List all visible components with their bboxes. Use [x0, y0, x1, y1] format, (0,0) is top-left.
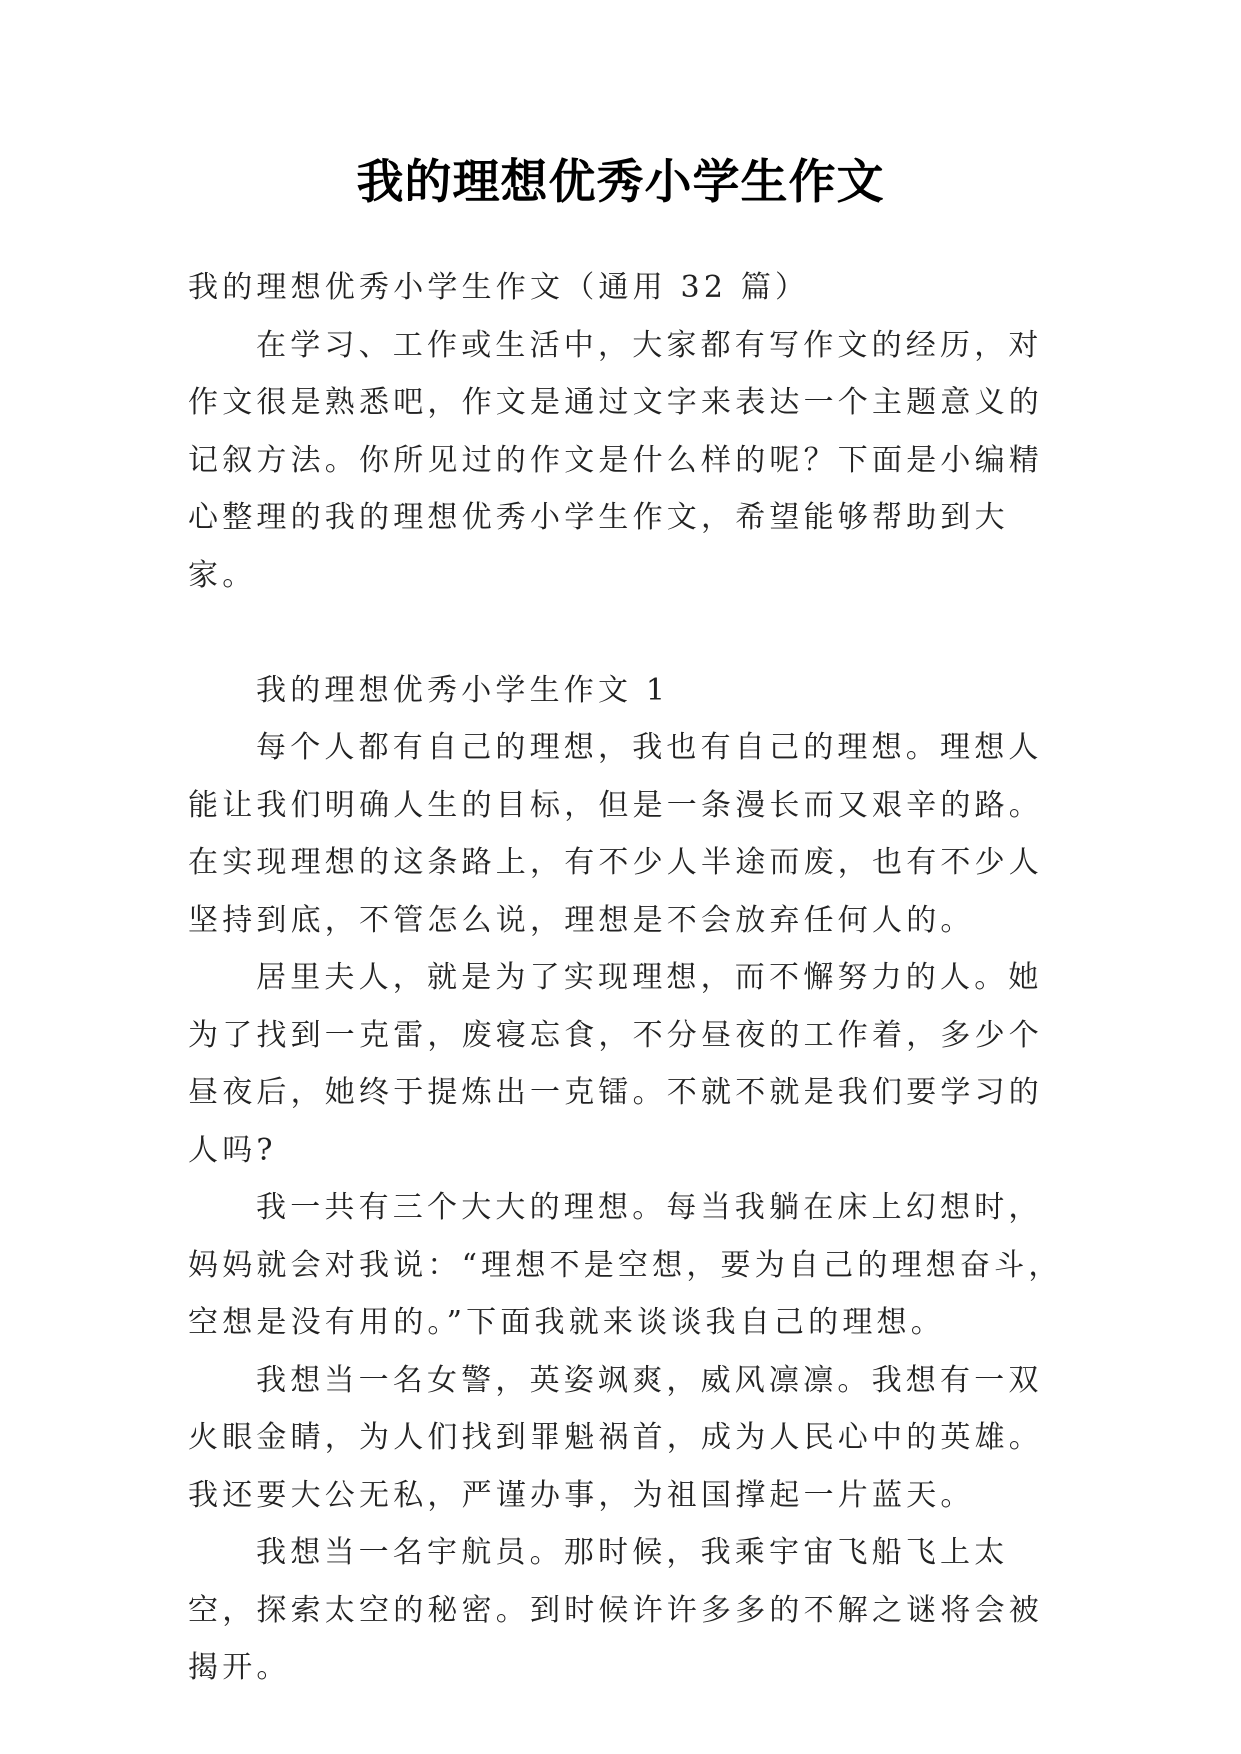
body-paragraph: 我想当一名宇航员。那时候，我乘宇宙飞船飞上太空，探索太空的秘密。到时候许许多多的不解之谜将会被揭开。 — [188, 1535, 1043, 1685]
document-title: 我的理想优秀小学生作文 — [356, 155, 885, 210]
body-paragraph: 居里夫人，就是为了实现理想，而不懈努力的人。她为了找到一克雷，废寝忘食，不分昼夜的工作着，多少个昼夜后，她终于提炼出一克镭。不就不就是我们要学习的人吗? — [188, 960, 1043, 1168]
body-paragraph: 我想当一名女警，英姿飒爽，威风凛凛。我想有一双火眼金睛，为人们找到罪魁祸首，成为人民心中的英雄。我还要大公无私，严谨办事，为祖国撑起一片蓝天。 — [188, 1362, 1043, 1513]
body-paragraph: 每个人都有自己的理想，我也有自己的理想。理想人能让我们明确人生的目标，但是一条漫长而又艰辛的路。在实现理想的这条路上，有不少人半途而废，也有不少人坚持到底，不管怎么说，理想是不会放弃任何人的。 — [188, 730, 1043, 938]
document-body — [188, 259, 1068, 1697]
section-heading: 我的理想优秀小学生作文 1 — [256, 672, 670, 708]
body-paragraph: 我一共有三个大大的理想。每当我躺在床上幻想时，妈妈就会对我说：“理想不是空想，要为自己的理想奋斗，空想是没有用的。”下面我就来谈谈我自己的理想。 — [188, 1190, 1063, 1340]
document-subtitle: 我的理想优秀小学生作文（通用 32 篇） — [188, 270, 810, 305]
intro-paragraph: 在学习、工作或生活中，大家都有写作文的经历，对作文很是熟悉吧，作文是通过文字来表达一个主题意义的记叙方法。你所见过的作文是什么样的呢？下面是小编精心整理的我的理想优秀小学生作文，希望能够帮助到大家。 — [188, 327, 1043, 593]
paragraph-spacer — [188, 604, 1068, 662]
